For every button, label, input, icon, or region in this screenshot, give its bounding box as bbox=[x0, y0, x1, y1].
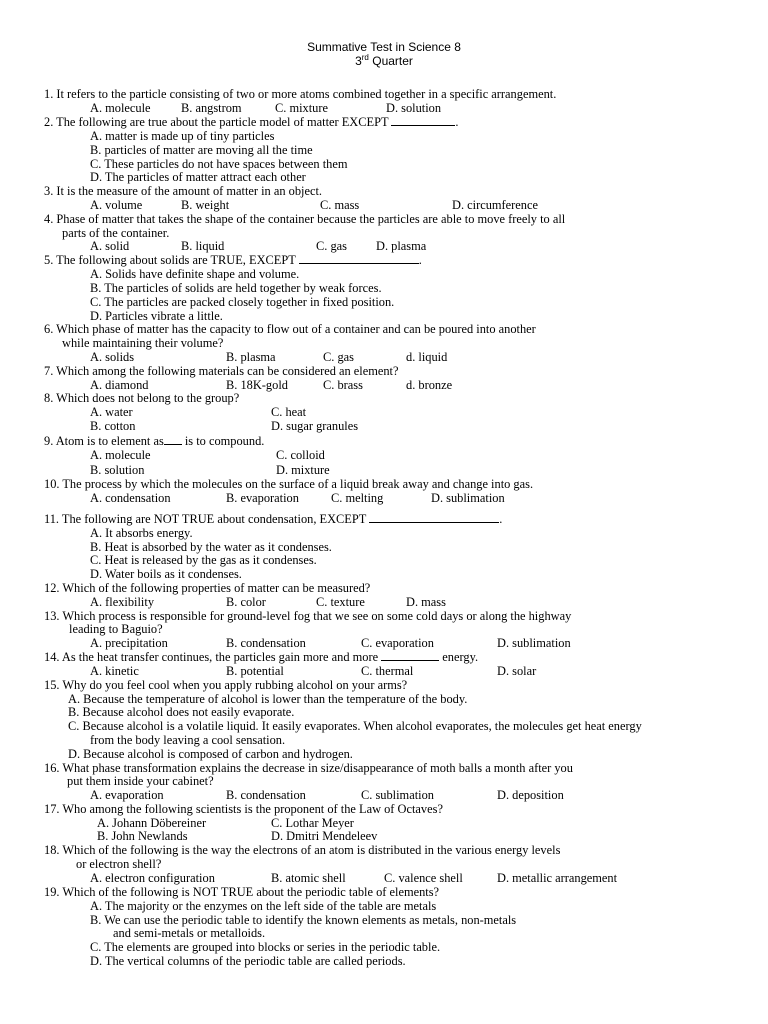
q14-choice-c: C. thermal bbox=[361, 664, 414, 678]
question-16-stem-cont: put them inside your cabinet? bbox=[67, 774, 214, 788]
q3-choice-c: C. mass bbox=[320, 198, 360, 212]
q15-choice-b: B. Because alcohol does not easily evaporate. bbox=[68, 705, 295, 719]
q9-choice-d: D. mixture bbox=[276, 463, 330, 477]
q1-choice-c: C. mixture bbox=[275, 101, 328, 115]
q16-choice-b: B. condensation bbox=[226, 788, 306, 802]
q7-choice-b: B. 18K-gold bbox=[226, 378, 288, 392]
q17-choice-d: D. Dmitri Mendeleev bbox=[271, 829, 378, 843]
q14-stem-text: 14. As the heat transfer continues, the particles gain more and more bbox=[44, 650, 382, 664]
answer-blank bbox=[299, 253, 419, 264]
test-title: Summative Test in Science 8 bbox=[307, 40, 461, 54]
q17-choice-a: A. Johann Döbereiner bbox=[97, 816, 207, 830]
q19-choice-c: C. The elements are grouped into blocks or series in the periodic table. bbox=[90, 940, 441, 954]
q19-choice-b: B. We can use the periodic table to identify the known elements as metals, non-metals bbox=[90, 913, 517, 927]
question-3-stem: 3. It is the measure of the amount of matter in an object. bbox=[44, 184, 323, 198]
q15-choice-a: A. Because the temperature of alcohol is lower than the temperature of the body. bbox=[68, 692, 468, 706]
quarter-label bbox=[0, 54, 768, 68]
question-13-stem: 13. Which process is responsible for ground-level fog that we see on some cold days or along the highway bbox=[44, 609, 572, 623]
q4-choice-b: B. liquid bbox=[181, 239, 225, 253]
question-14-stem bbox=[44, 650, 478, 664]
q14-stem-end: energy. bbox=[439, 650, 479, 664]
q8-choice-a: A. water bbox=[90, 405, 133, 419]
q3-choice-b: B. weight bbox=[181, 198, 230, 212]
q2-stem-end: . bbox=[455, 115, 459, 129]
q11-choice-d: D. Water boils as it condenses. bbox=[90, 567, 242, 581]
question-18-stem-cont: or electron shell? bbox=[76, 857, 162, 871]
question-13-stem-cont: leading to Baguio? bbox=[69, 622, 163, 636]
question-6-stem: 6. Which phase of matter has the capacity to flow out of a container and can be poured into another bbox=[44, 322, 536, 336]
q12-choice-d: D. mass bbox=[406, 595, 446, 609]
question-11-stem bbox=[44, 512, 502, 526]
question-15-stem: 15. Why do you feel cool when you apply rubbing alcohol on your arms? bbox=[44, 678, 408, 692]
q6-choice-d: d. liquid bbox=[406, 350, 448, 364]
q13-choice-b: B. condensation bbox=[226, 636, 306, 650]
q2-choice-d: D. The particles of matter attract each other bbox=[90, 170, 306, 184]
question-19-stem: 19. Which of the following is NOT TRUE about the periodic table of elements? bbox=[44, 885, 440, 899]
q1-choice-d: D. solution bbox=[386, 101, 442, 115]
q8-choice-b: B. cotton bbox=[90, 419, 136, 433]
answer-blank bbox=[369, 512, 499, 523]
q19-choice-a: A. The majority or the enzymes on the left side of the table are metals bbox=[90, 899, 437, 913]
answer-blank bbox=[381, 650, 439, 661]
q14-choice-b: B. potential bbox=[226, 664, 284, 678]
q12-choice-c: C. texture bbox=[316, 595, 365, 609]
q13-choice-d: D. sublimation bbox=[497, 636, 571, 650]
question-4-stem-cont: parts of the container. bbox=[62, 226, 170, 240]
q5-choice-b: B. The particles of solids are held together by weak forces. bbox=[90, 281, 382, 295]
q5-choice-d: D. Particles vibrate a little. bbox=[90, 309, 223, 323]
q13-choice-a: A. precipitation bbox=[90, 636, 168, 650]
q19-choice-b-cont: and semi-metals or metalloids. bbox=[113, 926, 266, 940]
q8-choice-d: D. sugar granules bbox=[271, 419, 359, 433]
q5-stem-text: 5. The following about solids are TRUE, EXCEPT bbox=[44, 253, 299, 267]
question-2-stem bbox=[44, 115, 459, 129]
q2-choice-c: C. These particles do not have spaces between them bbox=[90, 157, 348, 171]
q10-choice-a: A. condensation bbox=[90, 491, 171, 505]
q11-stem-text: 11. The following are NOT TRUE about condensation, EXCEPT bbox=[44, 512, 370, 526]
q17-choice-c: C. Lothar Meyer bbox=[271, 816, 354, 830]
q7-choice-a: A. diamond bbox=[90, 378, 149, 392]
q2-choice-a: A. matter is made up of tiny particles bbox=[90, 129, 275, 143]
q5-choice-c: C. The particles are packed closely together in fixed position. bbox=[90, 295, 395, 309]
q4-choice-c: C. gas bbox=[316, 239, 347, 253]
q18-choice-a: A. electron configuration bbox=[90, 871, 215, 885]
question-12-stem: 12. Which of the following properties of matter can be measured? bbox=[44, 581, 371, 595]
q7-choice-d: d. bronze bbox=[406, 378, 453, 392]
q12-choice-b: B. color bbox=[226, 595, 266, 609]
question-1-stem: 1. It refers to the particle consisting of two or more atoms combined together in a specific arrangement. bbox=[44, 87, 557, 101]
q9-stem-end: is to compound. bbox=[181, 434, 265, 448]
question-8-stem: 8. Which does not belong to the group? bbox=[44, 391, 240, 405]
question-4-stem: 4. Phase of matter that takes the shape of the container because the particles are able to move freely to all bbox=[44, 212, 566, 226]
q9-choice-b: B. solution bbox=[90, 463, 145, 477]
q6-choice-a: A. solids bbox=[90, 350, 135, 364]
question-6-stem-cont: while maintaining their volume? bbox=[62, 336, 224, 350]
q15-choice-c-cont: from the body leaving a cool sensation. bbox=[90, 733, 286, 747]
q16-choice-c: C. sublimation bbox=[361, 788, 434, 802]
q2-choice-b: B. particles of matter are moving all the time bbox=[90, 143, 313, 157]
q18-choice-d: D. metallic arrangement bbox=[497, 871, 618, 885]
q5-stem-end: . bbox=[418, 253, 422, 267]
q1-choice-a: A. molecule bbox=[90, 101, 151, 115]
q15-choice-d: D. Because alcohol is composed of carbon and hydrogen. bbox=[68, 747, 353, 761]
q1-choice-b: B. angstrom bbox=[181, 101, 242, 115]
q2-stem-text: 2. The following are true about the particle model of matter EXCEPT bbox=[44, 115, 392, 129]
q5-choice-a: A. Solids have definite shape and volume. bbox=[90, 267, 300, 281]
answer-blank bbox=[391, 115, 455, 126]
question-7-stem: 7. Which among the following materials can be considered an element? bbox=[44, 364, 399, 378]
q16-choice-a: A. evaporation bbox=[90, 788, 164, 802]
q15-choice-c: C. Because alcohol is a volatile liquid. It easily evaporates. When alcohol evaporates, the molecules get heat energy bbox=[68, 719, 642, 733]
question-9-stem bbox=[44, 434, 264, 448]
question-16-stem: 16. What phase transformation explains the decrease in size/disappearance of moth balls a month after you bbox=[44, 761, 573, 775]
q12-choice-a: A. flexibility bbox=[90, 595, 155, 609]
q9-choice-a: A. molecule bbox=[90, 448, 151, 462]
q4-choice-a: A. solid bbox=[90, 239, 130, 253]
q3-choice-d: D. circumference bbox=[452, 198, 538, 212]
q13-choice-c: C. evaporation bbox=[361, 636, 434, 650]
q16-choice-d: D. deposition bbox=[497, 788, 564, 802]
q17-choice-b: B. John Newlands bbox=[97, 829, 188, 843]
q10-choice-d: D. sublimation bbox=[431, 491, 505, 505]
q10-choice-c: C. melting bbox=[331, 491, 384, 505]
quarter-word: Quarter bbox=[372, 54, 413, 68]
question-17-stem: 17. Who among the following scientists is the proponent of the Law of Octaves? bbox=[44, 802, 443, 816]
q18-choice-c: C. valence shell bbox=[384, 871, 463, 885]
question-18-stem: 18. Which of the following is the way the electrons of an atom is distributed in the various energy levels bbox=[44, 843, 561, 857]
q14-choice-a: A. kinetic bbox=[90, 664, 139, 678]
q9-choice-c: C. colloid bbox=[276, 448, 325, 462]
question-5-stem bbox=[44, 253, 422, 267]
q4-choice-d: D. plasma bbox=[376, 239, 427, 253]
quarter-suffix: rd bbox=[361, 53, 369, 62]
q19-choice-d: D. The vertical columns of the periodic table are called periods. bbox=[90, 954, 406, 968]
q6-choice-b: B. plasma bbox=[226, 350, 276, 364]
q9-stem-text: 9. Atom is to element as bbox=[44, 434, 164, 448]
q11-choice-a: A. It absorbs energy. bbox=[90, 526, 193, 540]
question-10-stem: 10. The process by which the molecules on the surface of a liquid break away and change into gas. bbox=[44, 477, 534, 491]
q11-stem-end: . bbox=[499, 512, 503, 526]
q11-choice-b: B. Heat is absorbed by the water as it condenses. bbox=[90, 540, 332, 554]
q3-choice-a: A. volume bbox=[90, 198, 143, 212]
q8-choice-c: C. heat bbox=[271, 405, 307, 419]
answer-blank bbox=[164, 434, 182, 445]
quarter-number: 3 bbox=[355, 54, 362, 68]
q18-choice-b: B. atomic shell bbox=[271, 871, 346, 885]
q6-choice-c: C. gas bbox=[323, 350, 354, 364]
q11-choice-c: C. Heat is released by the gas as it condenses. bbox=[90, 553, 317, 567]
q7-choice-c: C. brass bbox=[323, 378, 363, 392]
q10-choice-b: B. evaporation bbox=[226, 491, 299, 505]
q14-choice-d: D. solar bbox=[497, 664, 537, 678]
